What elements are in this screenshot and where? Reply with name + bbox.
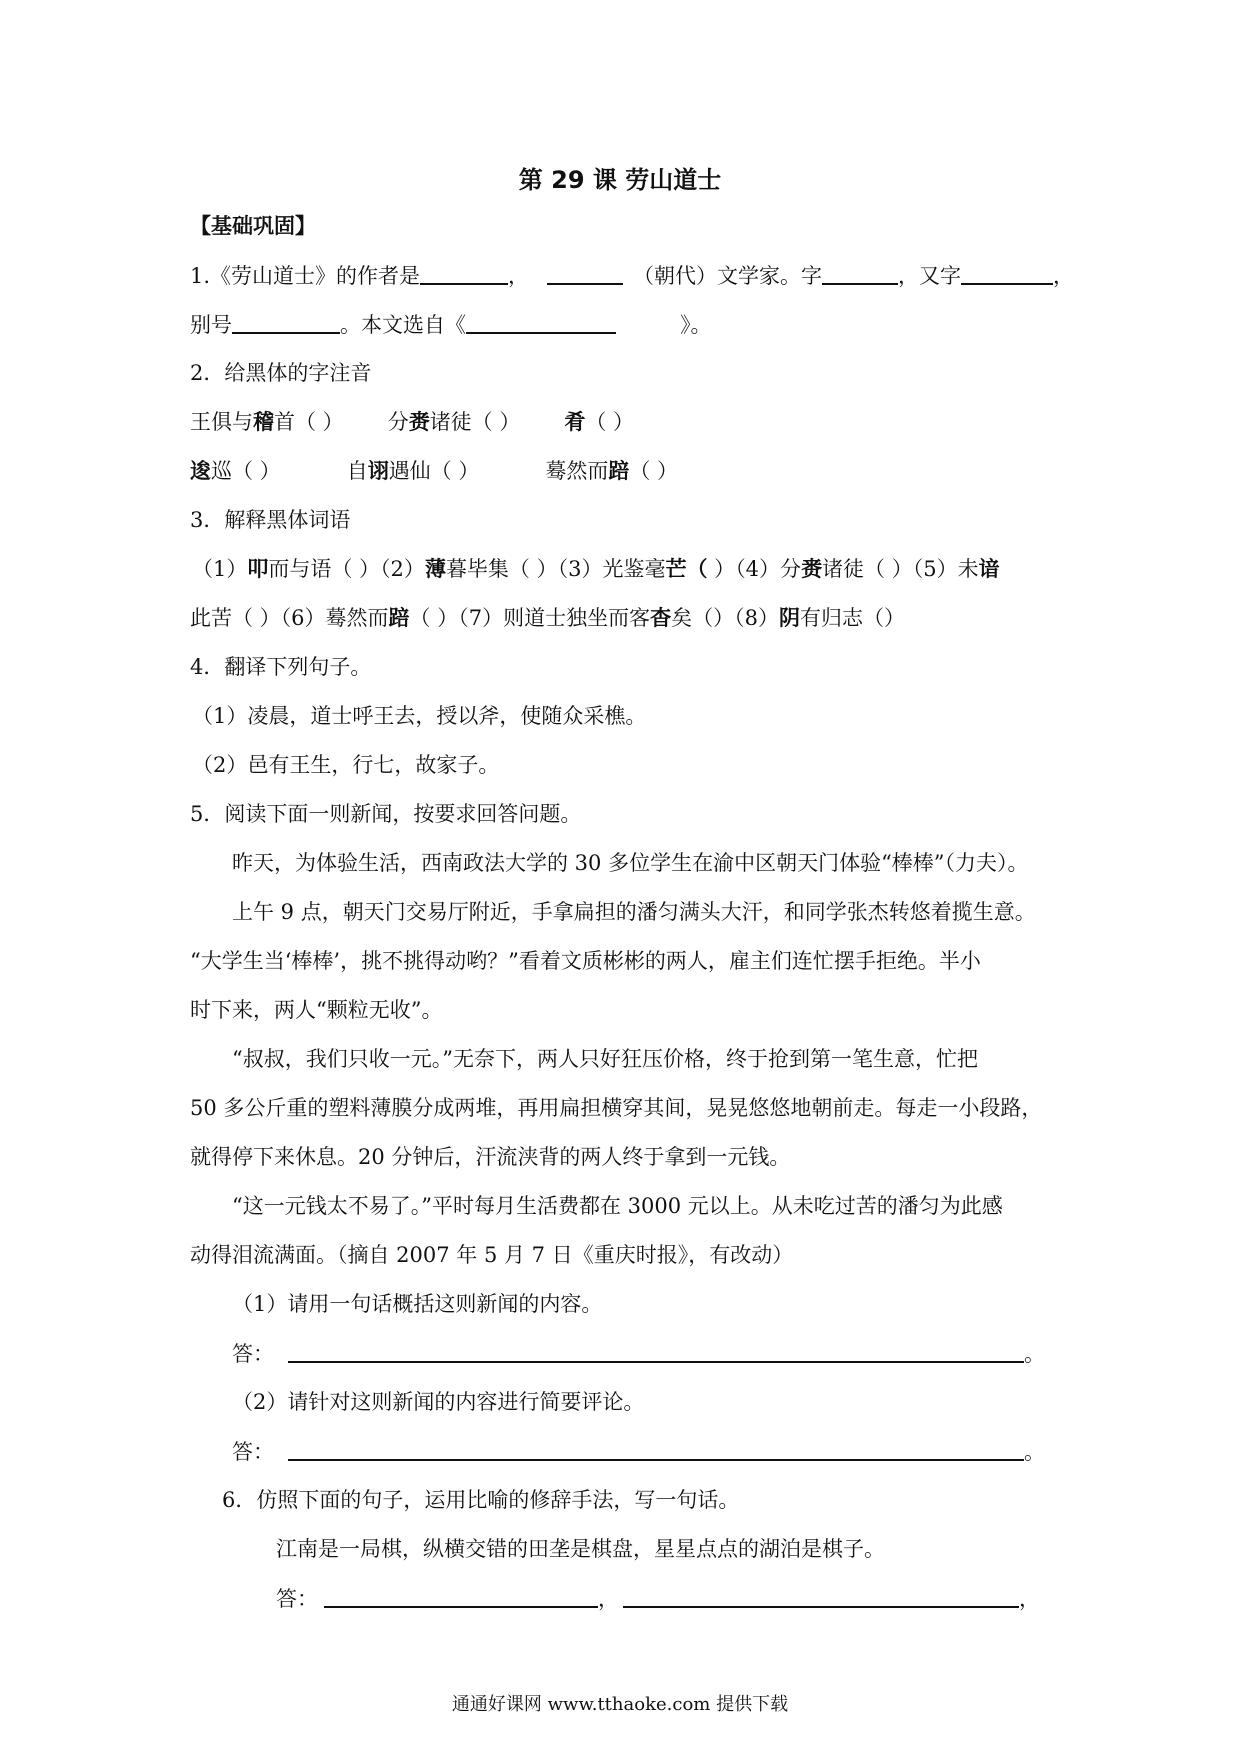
q1-text-f: 别号 <box>190 313 232 337</box>
q2-heading: 2．给黑体的字注音 <box>190 361 372 385</box>
q5-heading: 5．阅读下面一则新闻，按要求回答问题。 <box>190 802 582 826</box>
news-paragraph-2-line3: 时下来，两人“颗粒无收”。 <box>190 998 443 1022</box>
q3-heading: 3．解释黑体词语 <box>190 508 351 532</box>
q4-sentence-2: （2）邑有王生，行七，故家子。 <box>192 753 500 777</box>
news-paragraph-2-line2: “大学生当‘棒棒’，挑不挑得动哟？”看着文质彬彬的两人，雇主们连忙摆手拒绝。半小 <box>190 949 981 973</box>
news-paragraph-1: 昨天，为体验生活，西南政法大学的 30 多位学生在渝中区朝天门体验“棒棒”（力夫）。 <box>232 851 1029 875</box>
q5-answer-1-blank[interactable] <box>288 1339 1024 1363</box>
q2-item: 自诩遇仙（ ） <box>346 459 480 483</box>
news-paragraph-2-line1: 上午 9 点，朝天门交易厅附近，手拿扁担的潘匀满头大汗，和同学张杰转悠着揽生意。 <box>232 900 1036 924</box>
q6-answer-blank-2[interactable] <box>623 1584 1019 1608</box>
q2-item: 逡巡（ ） <box>190 459 281 483</box>
news-paragraph-3-line3: 就得停下来休息。20 分钟后，汗流浃背的两人终于拿到一元钱。 <box>190 1145 791 1169</box>
q5-answer-2-row <box>232 1437 1045 1467</box>
q5-answer-1-row <box>232 1339 1045 1369</box>
q3-item: （1）叩而与语（ ） <box>192 557 381 581</box>
q3-item: （3）光鉴毫芒（ ） <box>557 557 736 581</box>
q3-item: （5）未谙 <box>912 557 1000 581</box>
q6-heading: 6．仿照下面的句子，运用比喻的修辞手法，写一句话。 <box>222 1488 740 1512</box>
q3-item: （7）则道士独坐而客杳矣（）（8） <box>458 606 779 630</box>
q5-subquestion-1: （1）请用一句话概括这则新闻的内容。 <box>232 1292 603 1316</box>
q1-text-h: 》。 <box>680 313 712 337</box>
answer-label: 答： <box>232 1440 274 1464</box>
q6-answer-row <box>276 1584 1040 1614</box>
q6-answer-blank-1[interactable] <box>324 1584 598 1608</box>
news-paragraph-4-line2: 动得泪流满面。（摘自 2007 年 5 月 7 日《重庆时报》，有改动） <box>190 1243 794 1267</box>
q1-alias-blank[interactable] <box>232 310 340 334</box>
answer-label: 答： <box>276 1587 318 1611</box>
q1-text-b: ， <box>508 264 530 288</box>
q2-row2 <box>190 457 678 487</box>
q1-line1 <box>190 261 1074 291</box>
q1-source-blank[interactable] <box>466 310 616 334</box>
q3-item: （4）分赉诸徒（ ） <box>735 557 913 581</box>
q2-item: 王俱与稽首（ ） <box>190 410 344 434</box>
q1-dynasty-blank[interactable] <box>547 261 623 285</box>
section-heading: 【基础巩固】 <box>190 214 316 238</box>
q1-line2 <box>190 310 712 340</box>
q4-heading: 4．翻译下列句子。 <box>190 655 372 679</box>
q2-item: 分赉诸徒（ ） <box>387 410 521 434</box>
q6-example: 江南是一局棋，纵横交错的田垄是棋盘，星星点点的湖泊是棋子。 <box>276 1537 885 1561</box>
q1-text-d: ，又字 <box>898 264 962 288</box>
news-paragraph-3-line1: “叔叔，我们只收一元。”无奈下，两人只好狂压价格，终于抢到第一笔生意，忙把 <box>232 1047 978 1071</box>
q1-text-e: ， <box>1053 264 1075 288</box>
q1-second-courtesy-name-blank[interactable] <box>961 261 1053 285</box>
q5-subquestion-2: （2）请针对这则新闻的内容进行简要评论。 <box>232 1390 645 1414</box>
q1-text-a: 1.《劳山道士》的作者是 <box>190 264 421 288</box>
q1-text-c: （朝代）文学家。字 <box>633 264 823 288</box>
q3-item: 阴有归志（） <box>778 606 905 630</box>
q1-text-g: 。本文选自《 <box>340 313 466 337</box>
page-title: 第 29 课 劳山道士 <box>518 166 722 194</box>
q3-line2 <box>190 604 905 634</box>
q4-sentence-1: （1）凌晨，道士呼王去，授以斧，使随众采樵。 <box>192 704 647 728</box>
answer-label: 答： <box>232 1342 274 1366</box>
news-paragraph-3-line2: 50 多公斤重的塑料薄膜分成两堆，再用扁担横穿其间，晃晃悠悠地朝前走。每走一小段路， <box>190 1096 1043 1120</box>
q1-courtesy-name-blank[interactable] <box>822 261 898 285</box>
q2-item: 肴（ ） <box>564 410 635 434</box>
q3-item: （2）薄暮毕集（ ） <box>380 557 558 581</box>
answer-end-mark: 。 <box>1024 1342 1045 1366</box>
footer-source: 通通好课网 www.tthaoke.com 提供下载 <box>451 1694 789 1715</box>
q1-author-blank[interactable] <box>420 261 508 285</box>
q3-item: 此苦（ ）（6）蓦然而踣（ ） <box>190 606 459 630</box>
news-paragraph-4-line1: “这一元钱太不易了。”平时每月生活费都在 3000 元以上。从未吃过苦的潘匀为此感 <box>232 1194 1003 1218</box>
q3-line1 <box>192 555 1000 585</box>
q2-item: 蓦然而踣（ ） <box>545 459 679 483</box>
q5-answer-2-blank[interactable] <box>288 1437 1024 1461</box>
q2-row1 <box>190 408 634 438</box>
answer-end-mark: 。 <box>1024 1440 1045 1464</box>
comma-mark: ， <box>598 1587 619 1611</box>
comma-mark: ， <box>1019 1587 1040 1611</box>
